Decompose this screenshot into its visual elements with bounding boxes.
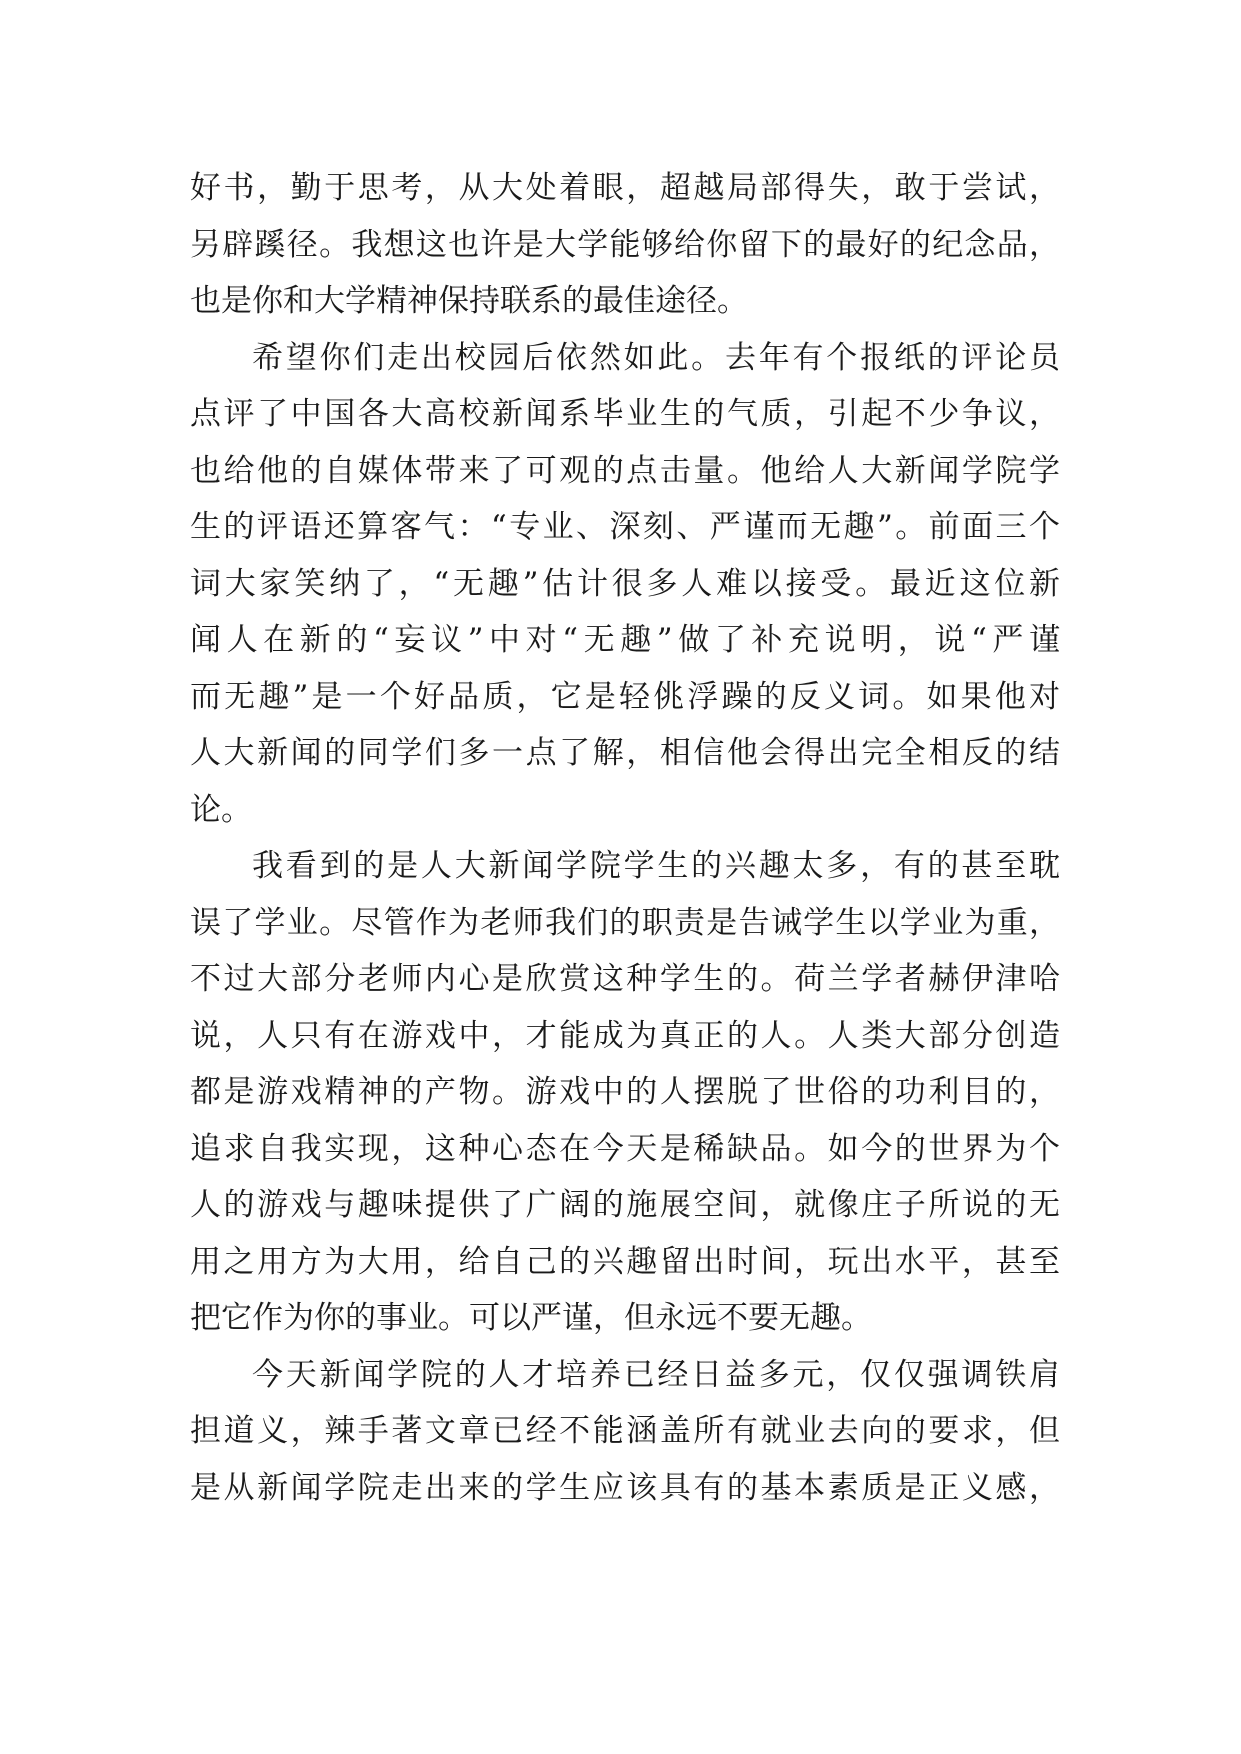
text-line: 误了学业。尽管作为老师我们的职责是告诫学生以学业为重， bbox=[190, 904, 1060, 941]
text-line: 我看到的是人大新闻学院学生的兴趣太多，有的甚至耽 bbox=[252, 848, 1060, 884]
body-text bbox=[190, 160, 1060, 1516]
text-line: 点评了中国各大高校新闻系毕业生的气质，引起不少争议， bbox=[190, 396, 1060, 432]
text-line: 今天新闻学院的人才培养已经日益多元，仅仅强调铁肩 bbox=[252, 1356, 1060, 1393]
text-line: 人大新闻的同学们多一点了解，相信他会得出完全相反的结 bbox=[190, 735, 1060, 771]
text-line: 担道义，辣手著文章已经不能涵盖所有就业去向的要求，但 bbox=[190, 1413, 1060, 1449]
text-line: 是从新闻学院走出来的学生应该具有的基本素质是正义感， bbox=[190, 1469, 1060, 1506]
text-line: 闻人在新的“妄议”中对“无趣”做了补充说明，说“严谨 bbox=[190, 622, 1060, 658]
text-line: 生的评语还算客气：“专业、深刻、严谨而无趣”。前面三个 bbox=[190, 509, 1060, 545]
text-line: 人的游戏与趣味提供了广阔的施展空间，就像庄子所说的无 bbox=[190, 1187, 1060, 1223]
text-line: 希望你们走出校园后依然如此。去年有个报纸的评论员 bbox=[252, 339, 1060, 376]
text-line: 都是游戏精神的产物。游戏中的人摆脱了世俗的功利目的， bbox=[190, 1074, 1060, 1110]
text-line: 论。 bbox=[190, 791, 252, 828]
text-line: 也是你和大学精神保持联系的最佳途径。 bbox=[190, 283, 748, 319]
text-line: 说，人只有在游戏中，才能成为真正的人。人类大部分创造 bbox=[190, 1017, 1060, 1054]
text-line: 追求自我实现，这种心态在今天是稀缺品。如今的世界为个 bbox=[190, 1130, 1060, 1167]
text-line: 把它作为你的事业。可以严谨，但永远不要无趣。 bbox=[190, 1300, 872, 1336]
text-line: 用之用方为大用，给自己的兴趣留出时间，玩出水平，甚至 bbox=[190, 1243, 1060, 1280]
text-line: 不过大部分老师内心是欣赏这种学生的。荷兰学者赫伊津哈 bbox=[190, 961, 1060, 997]
text-line: 也给他的自媒体带来了可观的点击量。他给人大新闻学院学 bbox=[190, 452, 1060, 489]
text-line: 另辟蹊径。我想这也许是大学能够给你留下的最好的纪念品， bbox=[190, 226, 1060, 263]
text-line: 好书，勤于思考，从大处着眼，超越局部得失，敢于尝试， bbox=[190, 170, 1060, 206]
text-line: 而无趣”是一个好品质，它是轻佻浮躁的反义词。如果他对 bbox=[190, 678, 1060, 715]
text-line: 词大家笑纳了，“无趣”估计很多人难以接受。最近这位新 bbox=[190, 565, 1060, 602]
